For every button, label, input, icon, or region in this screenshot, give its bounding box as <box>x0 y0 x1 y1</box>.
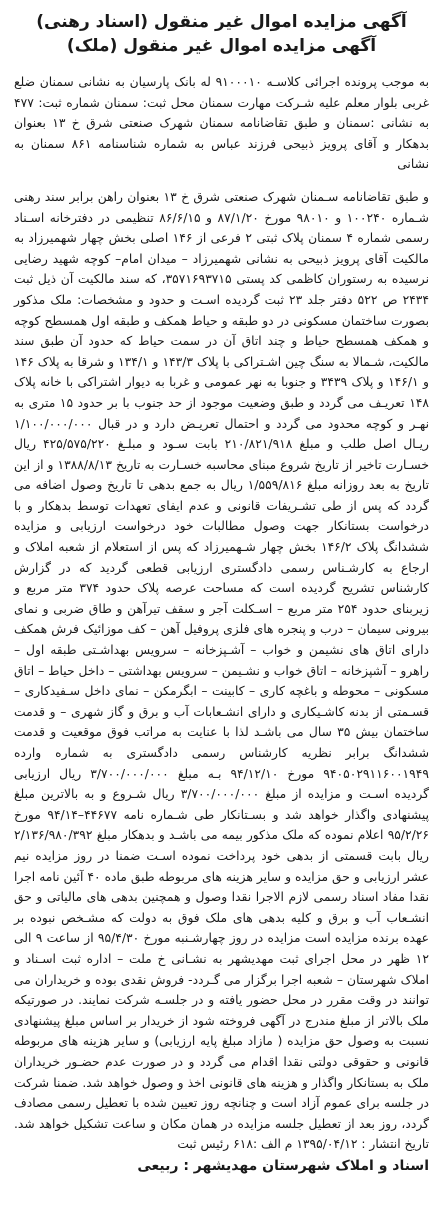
notice-paragraph-intro: به موجب پرونده اجرائی کلاسـه ۹۱۰۰۰۱۰ له بانک پارسیان به نشانی سمنان ضلع غربی بلوار معلم علیه شـرکت مهارت سمنان محل ثبت: سمنان شماره ثبت: ۴۷۷ به نشانی :سمنان و طبق تقاضانامه سمنان شهرک صنعتی شرق خ ۱۳ بعنوان بدهکار و آقای پرویز ذبیحی فرزند عباس به شماره شناسنامه ۸۶۱ سمنان به نشانی <box>14 75 429 172</box>
notice-title-main: آگهی مزایده اموال غیر منقول (اسناد رهنی) <box>36 12 407 32</box>
notice-paragraph-body: و طبق تقاضانامه سـمنان شهرک صنعتی شرق خ ۱۳ بعنوان راهن برابر سند رهنی شـماره ۱۰۰۲۴۰ و ۹۸۰۱۰ مورخ ۸۷/۱/۲۰ و ۸۶/۶/۱۵ تنظیمی در دفترخانه اسـناد رسمی شماره ۴ سمنان پلاک ثبتی ۲ فرعی از ۱۴۶ اصلی بخش چهار شهمیرزاد به مالکیت آقای پرویز ذبیحی به نشانی شهمیرزاد – میدان امام– کوچه شهید رضایی نرسیده به رستوران کاظمی کد پستی ۳۵۷۱۶۹۳۷۱۵، که سند مالکیت آن ذیل ثبت ۲۴۳۴ ص ۵۲۲ دفتر جلد ۲۳ ثبت گردیده اسـت و حدود و مشخصات: ملک مذکور بصورت ساختمان مسکونی در دو طبقه و حیاط همکف و طبقه اول همسطح کوچه و همکف همسطح حیاط و چند اتاق آن در سمت حیاط که حدود آن طبق سند مالکیت، شـمالا به سنگ چین اشـتراکی با پلاک ۱۴۳/۳ و ۱۳۴/۱ و شرقا به پلاک ۱۴۶ و ۱۴۶/۱ و پلاک ۳۴۳۹ و جنوبا به نهر عمومی و غربا به دیوار اشتراکی با خانه پلاک ۱۴۸ تعریـف می گردد و طبق وضعیت موجود از حد جنوب با بر حدود ۱۵ متری به نهـر و کوچه محدود می گردد و احتمال تعریـض دارد و در قبال ۱/۱۰۰/۰۰۰/۰۰۰ ریـال اصل طلب و مبلغ ۲۱۰/۸۲۱/۹۱۸ بابت سـود و مبلـغ ۴۲۵/۵۷۵/۲۲۰ ریال خسـارت تاخیر از تاریخ شروع مبنای محاسبه خسـارت به تاریخ ۱۳۸۸/۸/۱۳ و از این تاریخ به بعد روزانه مبلغ ۱/۵۵۹/۸۱۶ ریال به جمع بدهی تا تاریخ وصول اضافه می گردد که پس از طی تشـریفات قانونی و عدم ایفای تعهدات توسط بدهکار و با درخواست بستانکار جهت وصول مطالبات خود درخواست ارزیابی و مزایده ششدانگ پلاک ۱۴۶/۲ بخش چهار شـهمیرزاد که پس از استعلام از شعبه املاک و ارجاع به کارشـناس رسمی دادگستری ارزیابی قطعی گردید که در گزارش کارشناس تشریح گردیده است که مساحت عرصه پلاک حدود ۳۷۴ متر مربع و زیربنای حدود ۲۵۴ متر مربع – اسـکلت آجر و سقف تیرآهن و طاق ضربی و نمای بیرونی سیمان – درب و پنجره های فلزی پروفیل آهن – کف موزائیک فرش همکف دارای اتاق های نشیمن و خواب – آشـپزخانه – سرویس بهداشـتی طبقه اول – راهرو – آشپزخانه – اتاق خواب و نشـیمن – سرویس بهداشتی – داخل حیاط – اتاق مسکونی – محوطه و باغچه کاری – کابینت – ابگرمکن – نمای داخل سـفیدکاری – قسـمتی از بدنه کاشـیکاری و دارای انشـعابات آب و برق و گاز شهری – و قدمت ساختمان بیش ۳۵ سال می باشـد لذا با عنایت به مراتب فوق موقعیت و قدمت ششدانگ برابر نظریه کارشناس رسمی دادگستری به شماره وارده ۹۴۰۵۰۲۹۱۱۶۰۰۱۹۴۹ مورخ ۹۴/۱۲/۱۰ بـه مبلغ ۳/۷۰۰/۰۰۰/۰۰۰ ریال ارزیابی گردیده اسـت و مزایده از مبلغ ۳/۷۰۰/۰۰۰/۰۰۰ ریال شـروع و به بالاترین مبلغ پیشنهادی واگذار خواهد شد و بسـتانکار طی شـماره نامه ۴۴۶۷۷–۹۴/۱۴ مورخ ۹۵/۲/۲۶ اعلام نموده که ملک مذکور بیمه می باشـد و بدهکار مبلغ ۲/۱۳۶/۹۸۰/۳۹۲ ریال بابت قسمتی از بدهی خود پرداخت نموده اسـت ضمنا در روز مزایده نیم عشر ارزیابی و حق مزایده و سایر هزینه های مربوطه طبق ماده ۴۰ آئین نامه اجرا نقدا مفاد اسناد رسمی لازم الاجرا نقدا وصول و همچنین بدهی های مالیاتی و حق انشـعاب آب و برق و کلیه بدهی های ملک فوق به دولت که مشـخص نبوده بر عهده برنده مزایده است مزایده در روز چهارشـنبه مورخ ۹۵/۴/۳۰ از ساعت ۹ الی ۱۲ ظهر در محل اجرای ثبت مهدیشهر به نشـانی خ ملت – اداره ثبت اسـناد و املاک شهرستان – شعبه اجرا برگزار می گـردد- فروش نقدی بوده و خریداران می توانند در وقت مقرر در محل حضور یافته و در جلسـه شرکت نمایند. در صورتیکه ملک بالاتر از مبلغ مندرج در آگهی فروخته شود از خریدار بر اساس مبلغ پیشنهادی نسبت به وصول حق مزایده ( مازاد مبلغ پایه ارزیابی) و سایر هزینه های مربوطه قانونی و حقوقی دولتی نقدا اقدام می گردد و در صورت عدم حضـور خریداران ملک به بستانکار واگذار و هزینه های قانونی اخذ و وصول خواهد شد. ضمنا شرکت در جلسه برای عموم آزاد است و چنانچه روز تعیین شده با تعطیل رسمی مصادف گردد، روز بعد از تعطیل جلسه مزایده در همان مکان و ساعت تشکیل خواهد شد. تاریخ انتشار : ۱۳۹۵/۰۴/۱۲ م الف :۶۱۸ رئیس ثبت <box>14 189 430 1152</box>
notice-title-sub: آگهی مزایده اموال غیر منقول (ملک) <box>66 36 377 56</box>
paragraph-gap <box>14 175 429 187</box>
notice-signature: اسناد و املاک شهرستان مهدیشهر : ربیعی <box>137 1157 429 1174</box>
